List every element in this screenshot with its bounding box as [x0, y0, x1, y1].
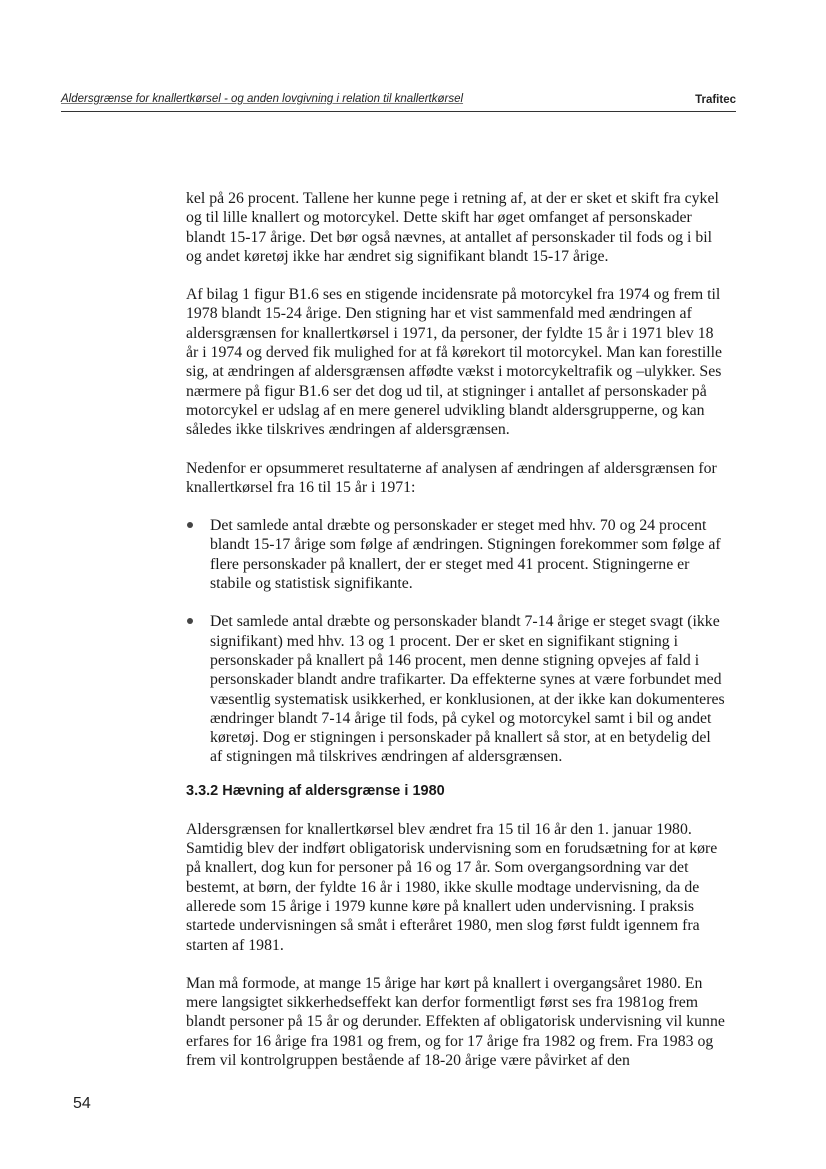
body-text — [186, 189, 726, 1089]
list-item — [186, 516, 726, 593]
summary-list — [186, 516, 726, 767]
header-brand: Trafitec — [695, 94, 736, 106]
paragraph: Aldersgrænsen for knallertkørsel blev ændret fra 15 til 16 år den 1. januar 1980. Samtidig blev der indført obligatorisk undervisning som en forudsætning for at køre på knallert, dog kun for personer på 16 og 17 år. Som overgangsordning var det bestemt, at børn, der fyldte 16 år i 1980, ikke skulle modtage undervisning, da de allerede som 15 årige i 1979 kunne køre på knallert uden undervisning. I praksis startede undervisningen så småt i efteråret 1980, men slog først fuldt igennem fra starten af 1981. — [186, 820, 718, 954]
paragraph: Nedenfor er opsummeret resultaterne af analysen af ændringen af aldersgrænsen for knallertkørsel fra 16 til 15 år i 1971: — [186, 459, 717, 496]
page-number: 54 — [73, 1095, 91, 1112]
bullet-icon — [187, 618, 193, 624]
paragraph: Man må formode, at mange 15 årige har kørt på knallert i overgangsåret 1980. En mere langsigtet sikkerhedseffekt kan derfor formentligt først ses fra 1981og frem blandt personer på 15 år og derunder. Effekten af obligatorisk undervisning vil kunne erfares for 16 årige fra 1981 og frem, og for 17 årige fra 1982 og frem. Fra 1983 og frem vil kontrolgruppen bestående af 18-20 årige være påvirket af den — [186, 974, 725, 1069]
bullet-icon — [187, 522, 193, 528]
page-header — [61, 93, 736, 112]
list-item-text: Det samlede antal dræbte og personskader blandt 7-14 årige er steget svagt (ikke signifikant) med hhv. 13 og 1 procent. Der er sket en signifikant stigning i personskader på knallert på 146 procent, men denne stigning opvejes af fald i personskader blandt andre trafikarter. Da effekterne synes at være forbundet med væsentlig systematisk usikkerhed, er konklusionen, at der ikke kan dokumenteres ændringer blandt 7-14 årige til fods, på cykel og motorcykel samt i bil og andet køretøj. Dog er stigningen i personskader på knallert så stor, at en betydelig del af stigningen må tilskrives ændringen af aldersgrænsen. — [210, 613, 725, 766]
list-item — [186, 612, 726, 766]
section-heading: 3.3.2 Hævning af aldersgrænse i 1980 — [186, 782, 445, 799]
paragraph: kel på 26 procent. Tallene her kunne pege i retning af, at der er sket et skift fra cykel og til lille knallert og motorcykel. Dette skift har øget omfanget af personskader blandt 15-17 årige. Det bør også nævnes, at antallet af personskader til fods og i bil og andet køretøj ikke har ændret sig signifikant blandt 15-17 årige. — [186, 190, 719, 265]
paragraph: Af bilag 1 figur B1.6 ses en stigende incidensrate på motorcykel fra 1974 og frem til 1978 blandt 15-24 årige. Den stigning har et vist sammenfald med ændringen af aldersgrænsen for knallertkørsel i 1971, da personer, der fyldte 15 år i 1971 blev 18 år i 1974 og derved fik mulighed for at få kørekort til motorcykel. Man kan forestille sig, at ændringen af aldersgrænsen affødte vækst i motorcykeltrafik og –ulykker. Ses nærmere på figur B1.6 ser det dog ud til, at stigninger i antallet af personskader på motorcykel er udslag af en mere generel udvikling blandt aldersgrupperne, og kan således ikke tilskrives ændringen af aldersgrænsen. — [186, 286, 723, 439]
list-item-text: Det samlede antal dræbte og personskader er steget med hhv. 70 og 24 procent blandt 15-17 årige som følge af ændringen. Stigningen forekommer som følge af flere personskader på knallert, der er steget med 41 procent. Stigningerne er stabile og statistisk signifikante. — [210, 517, 721, 593]
header-title: Aldersgrænse for knallertkørsel - og anden lovgivning i relation til knallertkørsel — [61, 93, 464, 105]
